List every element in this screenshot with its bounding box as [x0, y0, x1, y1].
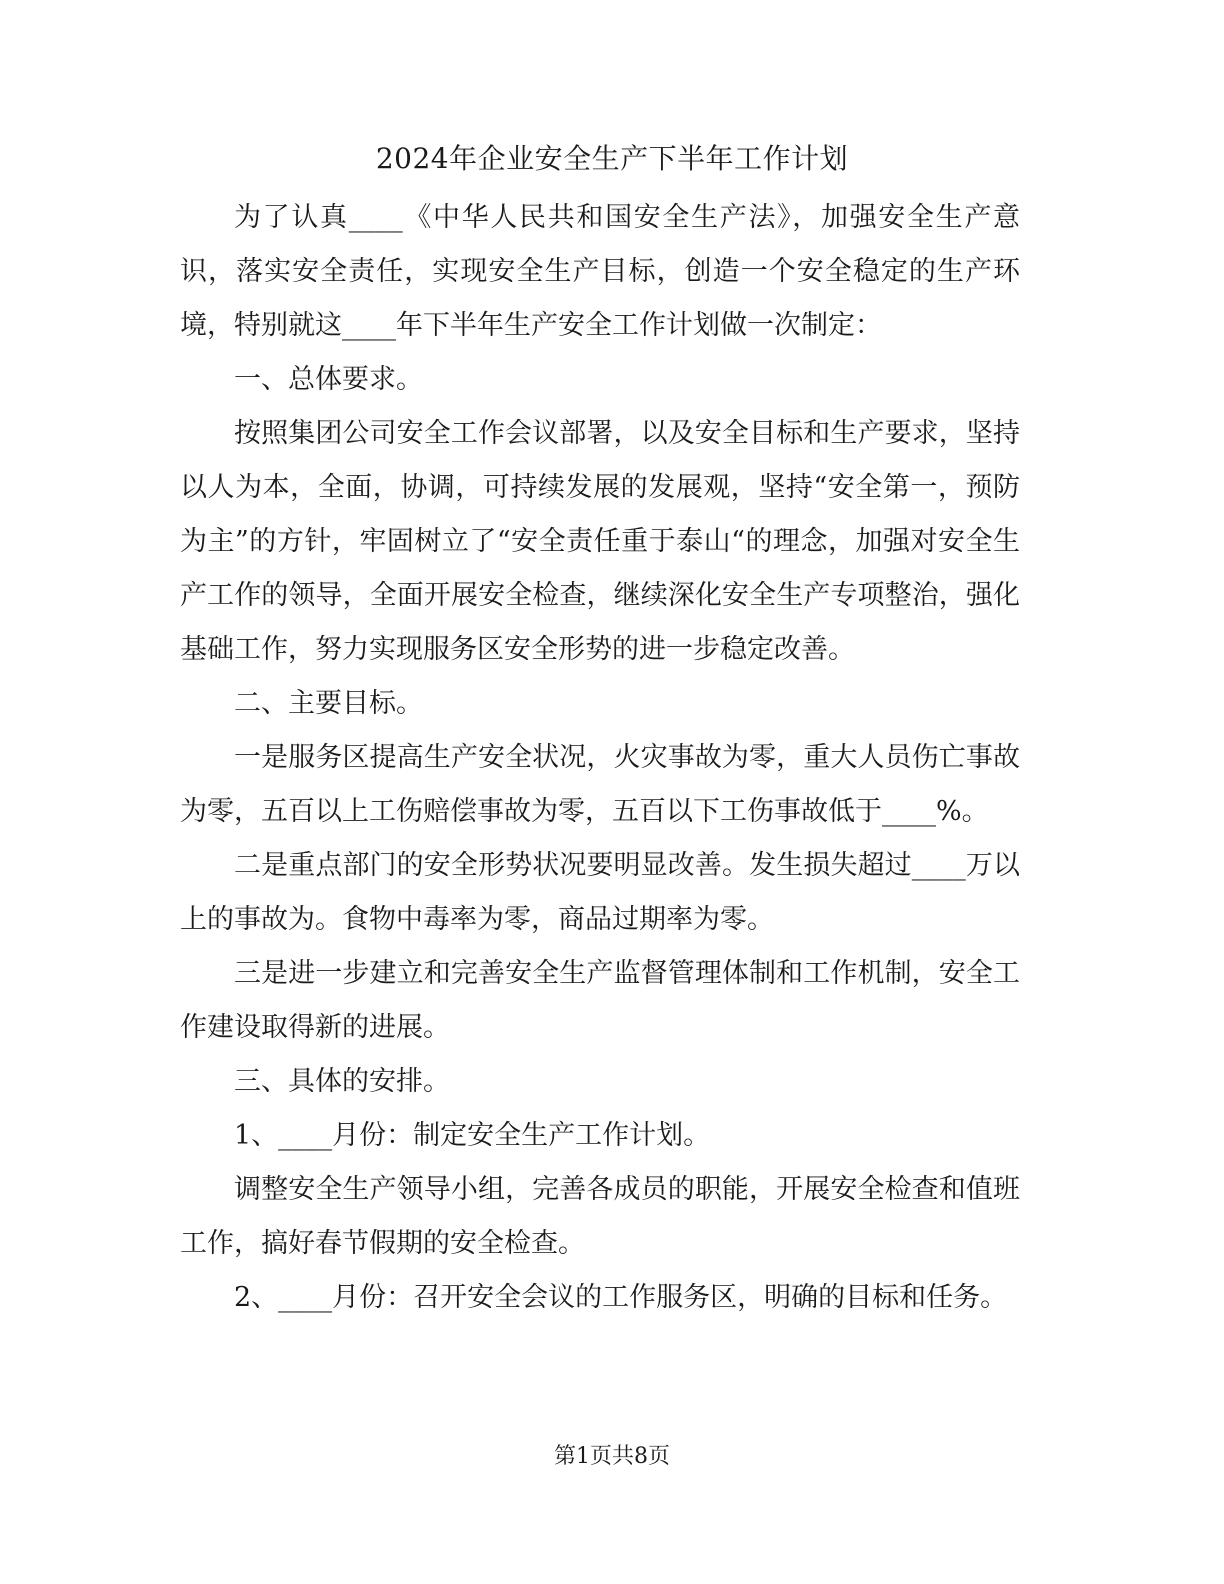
paragraph-arrangement-1-detail: 调整安全生产领导小组，完善各成员的职能，开展安全检查和值班工作，搞好春节假期的安全检查。 — [180, 1174, 1020, 1259]
paragraph-general-requirements: 按照集团公司安全工作会议部署，以及安全目标和生产要求，坚持以人为本，全面，协调，可持续发展的发展观，坚持“安全第一，预防为主”的方针，牢固树立了“安全责任重于泰山“的理念，加强对安全生产工作的领导，全面开展安全检查，继续深化安全生产专项整治，强化基础工作，努力实现服务区安全形势的进一步稳定改善。 — [180, 418, 1020, 665]
paragraph-goal-3: 三是进一步建立和完善安全生产监督管理体制和工作机制，安全工作建设取得新的进展。 — [180, 958, 1020, 1043]
section-heading-general-requirements: 一、总体要求。 — [234, 364, 423, 395]
page-footer: 第1页共8页 — [554, 1444, 670, 1469]
paragraph-arrangement-2: 2、____月份：召开安全会议的工作服务区，明确的目标和任务。 — [234, 1282, 1008, 1313]
paragraph-goal-1: 一是服务区提高生产安全状况，火灾事故为零，重大人员伤亡事故为零，五百以上工伤赔偿事故为零，五百以下工伤事故低于____%。 — [180, 742, 1020, 827]
document-title: 2024年企业安全生产下半年工作计划 — [375, 142, 849, 175]
document-body — [180, 191, 1020, 1325]
section-heading-main-goals: 二、主要目标。 — [234, 688, 423, 719]
paragraph-intro: 为了认真____《中华人民共和国安全生产法》，加强安全生产意识，落实安全责任，实现安全生产目标，创造一个安全稳定的生产环境，特别就这____年下半年生产安全工作计划做一次制定： — [180, 202, 1020, 341]
section-heading-arrangements: 三、具体的安排。 — [234, 1066, 450, 1097]
paragraph-goal-2: 二是重点部门的安全形势状况要明显改善。发生损失超过____万以上的事故为。食物中毒率为零，商品过期率为零。 — [180, 850, 1020, 935]
paragraph-arrangement-1: 1、____月份：制定安全生产工作计划。 — [234, 1120, 711, 1151]
